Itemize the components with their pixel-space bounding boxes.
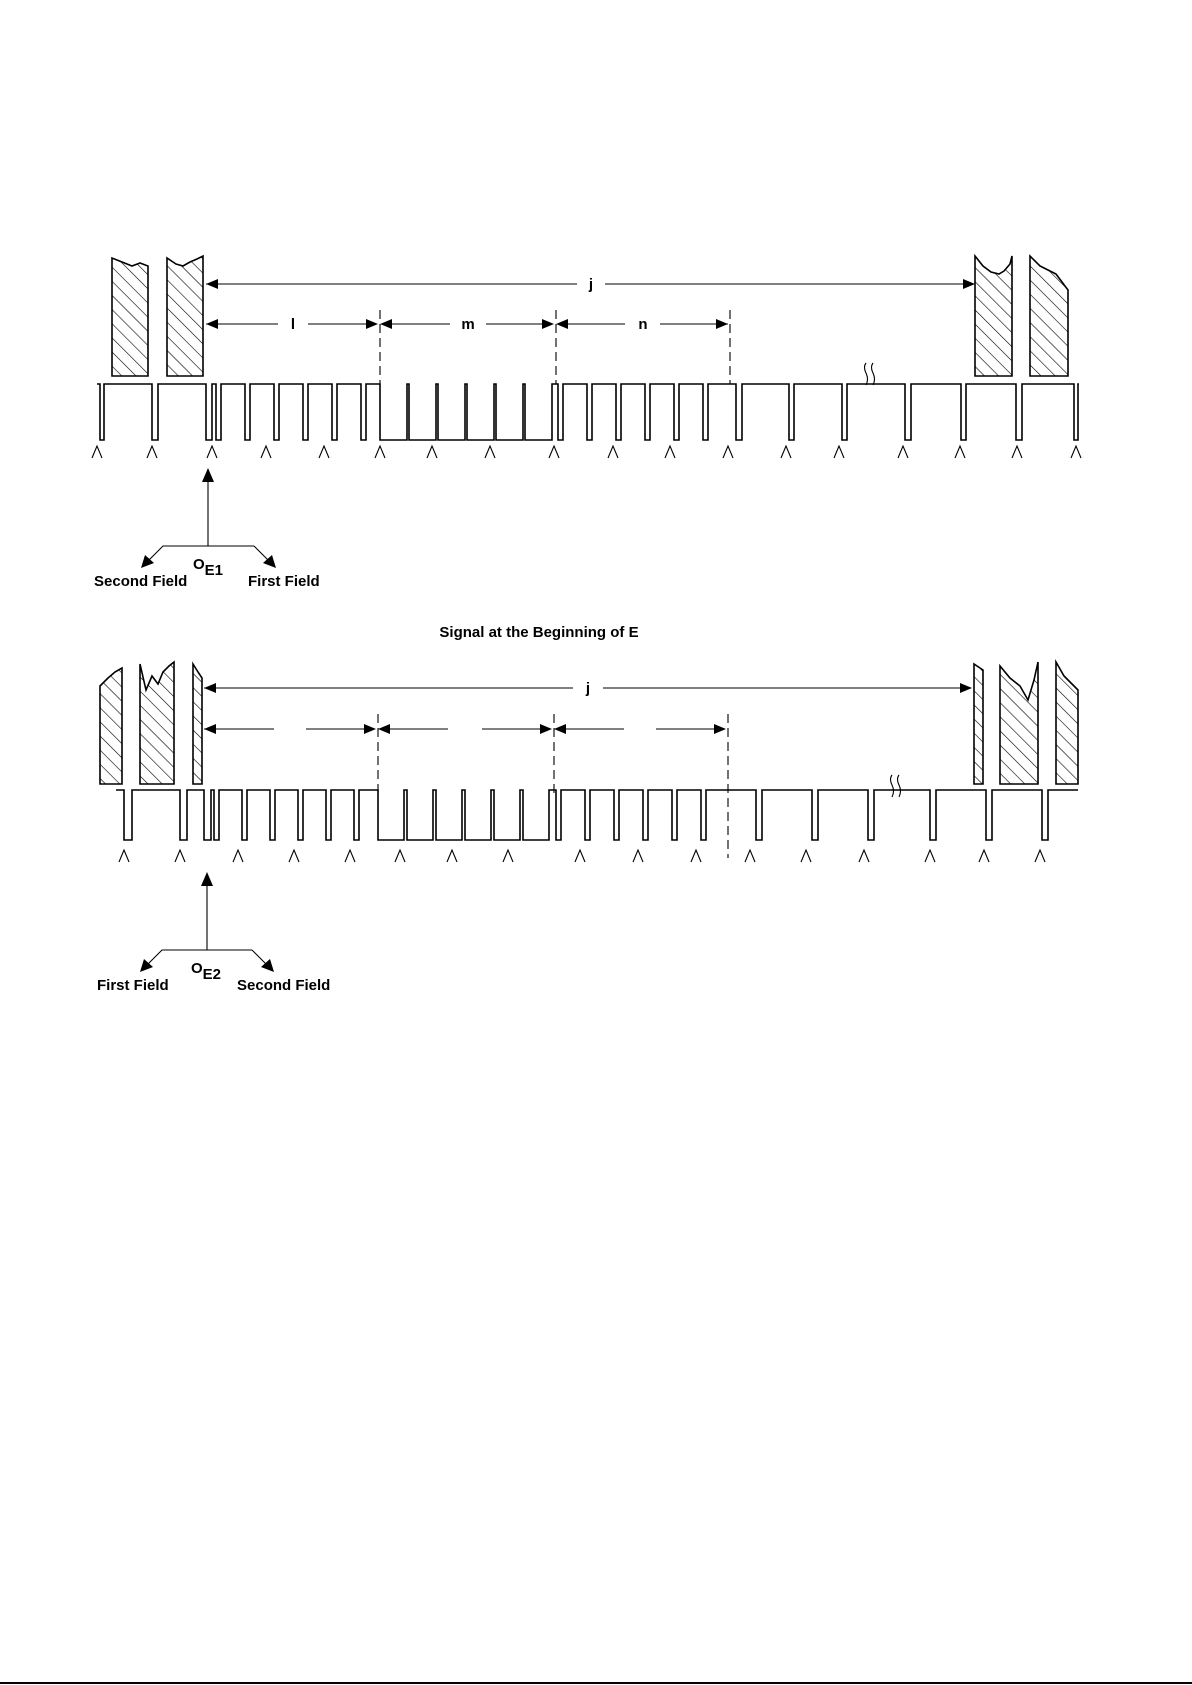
bottom-break-mark bbox=[891, 775, 901, 797]
top-hatch-block-3 bbox=[975, 256, 1012, 376]
top-serration-carets bbox=[92, 446, 1081, 458]
top-caret-8 bbox=[485, 446, 495, 458]
top-hatch-block-1 bbox=[112, 258, 148, 376]
top-hatch-block-2 bbox=[167, 256, 203, 376]
bottom-oe2-sub: E2 bbox=[202, 966, 222, 983]
top-left-field-label: Second Field bbox=[94, 573, 188, 590]
top-hatch-block-4 bbox=[1030, 256, 1068, 376]
top-caret-1 bbox=[92, 446, 102, 458]
bottom-caret-7 bbox=[447, 850, 457, 862]
bottom-caret-16 bbox=[979, 850, 989, 862]
top-caret-5 bbox=[319, 446, 329, 458]
bottom-oe2-arrow bbox=[140, 872, 274, 972]
bottom-caret-4 bbox=[289, 850, 299, 862]
page-bottom-rule bbox=[0, 1682, 1192, 1684]
top-diagram bbox=[92, 256, 1081, 590]
top-oe1-sub: E1 bbox=[204, 562, 224, 579]
bottom-caret-13 bbox=[801, 850, 811, 862]
top-caret-10 bbox=[608, 446, 618, 458]
top-caret-12 bbox=[723, 446, 733, 458]
top-label-m: m bbox=[461, 316, 475, 333]
top-right-field-label: First Field bbox=[248, 573, 320, 590]
middle-caption: Signal at the Beginning of E bbox=[439, 624, 639, 641]
bottom-right-field-label: Second Field bbox=[237, 977, 331, 994]
bottom-left-field-label: First Field bbox=[97, 977, 169, 994]
bottom-dimension-segments bbox=[204, 724, 726, 734]
bottom-hatch-block-1 bbox=[100, 668, 122, 784]
bottom-hatch-block-3 bbox=[193, 664, 202, 784]
bottom-caret-3 bbox=[233, 850, 243, 862]
bottom-caret-14 bbox=[859, 850, 869, 862]
top-caret-4 bbox=[261, 446, 271, 458]
top-caret-2 bbox=[147, 446, 157, 458]
top-caret-9 bbox=[549, 446, 559, 458]
top-caret-11 bbox=[665, 446, 675, 458]
bottom-hatch-block-2 bbox=[140, 662, 174, 784]
top-caret-17 bbox=[1012, 446, 1022, 458]
top-label-j: j bbox=[588, 276, 594, 293]
bottom-caret-17 bbox=[1035, 850, 1045, 862]
top-label-l: l bbox=[290, 316, 296, 333]
top-oe1-main: O bbox=[193, 556, 205, 573]
bottom-hatch-block-5 bbox=[1000, 662, 1038, 784]
bottom-caret-2 bbox=[175, 850, 185, 862]
bottom-caret-11 bbox=[691, 850, 701, 862]
top-oe1-label bbox=[193, 556, 223, 579]
top-caret-7 bbox=[427, 446, 437, 458]
top-label-n: n bbox=[638, 316, 648, 333]
bottom-hatch-block-4 bbox=[974, 664, 983, 784]
bottom-caret-9 bbox=[575, 850, 585, 862]
top-caret-14 bbox=[834, 446, 844, 458]
bottom-caret-5 bbox=[345, 850, 355, 862]
top-break-mark bbox=[865, 363, 875, 385]
top-oe1-arrow bbox=[141, 468, 276, 568]
bottom-oe2-label bbox=[191, 960, 221, 983]
bottom-hatch-block-6 bbox=[1056, 662, 1078, 784]
bottom-caret-10 bbox=[633, 850, 643, 862]
bottom-oe2-main: O bbox=[191, 960, 203, 977]
bottom-signal-waveform bbox=[116, 790, 1078, 840]
top-caret-16 bbox=[955, 446, 965, 458]
bottom-label-j: j bbox=[585, 680, 591, 697]
top-caret-18 bbox=[1071, 446, 1081, 458]
top-caret-13 bbox=[781, 446, 791, 458]
bottom-caret-12 bbox=[745, 850, 755, 862]
bottom-serration-carets bbox=[119, 850, 1045, 862]
bottom-caret-15 bbox=[925, 850, 935, 862]
top-caret-15 bbox=[898, 446, 908, 458]
top-caret-6 bbox=[375, 446, 385, 458]
bottom-caret-6 bbox=[395, 850, 405, 862]
bottom-caret-1 bbox=[119, 850, 129, 862]
top-signal-waveform bbox=[97, 384, 1079, 440]
bottom-caret-8 bbox=[503, 850, 513, 862]
top-caret-3 bbox=[207, 446, 217, 458]
bottom-diagram bbox=[97, 662, 1078, 994]
